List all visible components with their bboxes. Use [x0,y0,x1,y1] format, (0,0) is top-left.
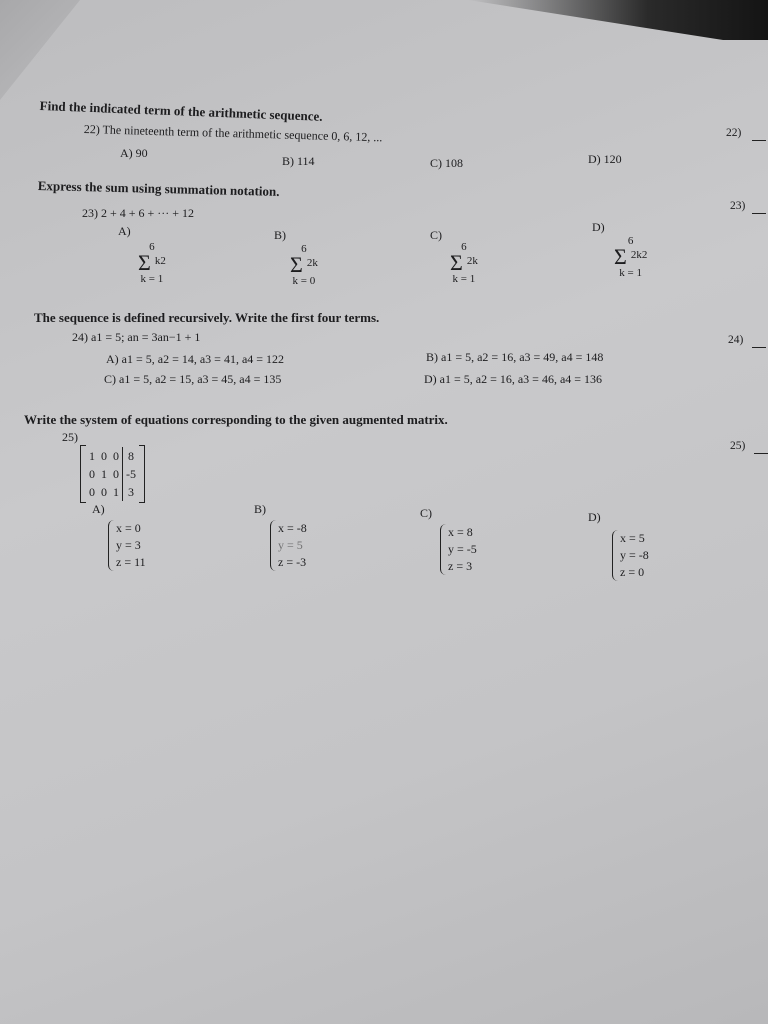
sigma-upper-limit: 6 [461,241,467,253]
sigma-term: 2k [466,255,478,267]
equation: x = 8 [448,525,473,539]
sigma-term: k2 [154,255,166,267]
sigma-lower-limit: k = 1 [452,273,476,285]
section-heading-summation: Express the sum using summation notation. [37,178,280,199]
matrix-cell: 1 [113,485,119,499]
section-heading-indicated-term: Find the indicated term of the arithmetic sequence. [39,98,323,124]
sigma-upper-limit: 6 [301,243,307,255]
sigma-lower-limit: k = 1 [619,267,643,279]
brace-icon [440,524,447,575]
choice-25-c-system [440,524,477,575]
matrix-row [86,465,139,483]
brace-icon [270,520,277,571]
sigma-icon: Σ [450,250,463,275]
choice-25-d-system [612,530,649,581]
question-23-text: 23) 2 + 4 + 6 + ··· + 12 [82,206,195,220]
sigma-icon: Σ [138,250,151,275]
brace-icon [612,530,619,581]
equation: z = 11 [116,555,146,569]
equation: y = 3 [116,538,141,552]
matrix-cell: 0 [89,467,95,481]
matrix-cell: 1 [101,467,107,481]
choice-23-b-label: B) [274,228,286,242]
choice-23-c-summation [450,242,478,285]
choice-25-c-label: C) [420,506,432,520]
equation: z = 0 [620,565,645,579]
answer-blank-24[interactable] [752,347,766,348]
augmented-matrix [86,447,139,501]
choice-22-c: C) 108 [430,156,463,170]
question-22-text: 22) The nineteenth term of the arithmetic sequence 0, 6, 12, ... [83,122,383,145]
choice-23-d-label: D) [592,220,605,234]
answer-blank-23[interactable] [752,213,766,214]
choice-23-b-summation [290,244,318,287]
choice-25-b-system [270,520,307,571]
choice-23-c-label: C) [430,228,442,242]
question-25-label: 25) [62,430,78,444]
sigma-icon: Σ [290,252,303,277]
answer-blank-25[interactable] [754,453,768,454]
question-24-text: 24) a1 = 5; an = 3an−1 + 1 [72,330,201,344]
sigma-lower-limit: k = 0 [292,275,316,287]
sigma-term: 2k2 [630,249,648,261]
sigma-upper-limit: 6 [149,241,155,253]
matrix-bracket-left [80,445,86,503]
choice-23-d-summation [614,236,647,279]
matrix-cell: 0 [89,485,95,499]
equation: x = 5 [620,531,645,545]
answer-blank-22[interactable] [752,140,766,141]
choice-25-d-label: D) [588,510,601,524]
choice-22-d: D) 120 [588,152,622,166]
choice-25-a-system [108,520,146,571]
choice-24-b: B) a1 = 5, a2 = 16, a3 = 49, a4 = 148 [426,350,604,364]
answer-number-23: 23) [730,200,746,212]
matrix-cell: 0 [101,449,107,463]
choice-25-a-label: A) [92,502,105,516]
answer-number-24: 24) [728,334,744,346]
section-heading-augmented-matrix: Write the system of equations corresponding to the given augmented matrix. [24,412,448,427]
equation: z = -3 [278,555,307,569]
matrix-bracket-right [139,445,145,503]
matrix-cell: 3 [123,483,140,501]
equation: x = -8 [278,521,307,535]
sigma-upper-limit: 6 [627,235,634,247]
matrix-cell: 0 [113,449,119,463]
equation: y = 5 [278,538,303,552]
matrix-cell: 8 [123,447,140,465]
equation: x = 0 [116,521,141,535]
matrix-cell: 1 [89,449,95,463]
matrix-table [86,447,139,501]
equation: z = 3 [448,559,473,573]
choice-24-d: D) a1 = 5, a2 = 16, a3 = 46, a4 = 136 [424,372,603,386]
section-heading-recursive: The sequence is defined recursively. Write the first four terms. [34,310,380,325]
matrix-cell: 0 [113,467,119,481]
sigma-term: 2k [306,257,318,269]
choice-23-a-summation [138,242,166,285]
choice-24-c: C) a1 = 5, a2 = 15, a3 = 45, a4 = 135 [104,372,282,386]
choice-25-b-label: B) [254,502,266,516]
matrix-cell: -5 [123,465,140,483]
choice-23-a-label: A) [118,224,131,238]
choice-22-a: A) 90 [120,146,148,160]
equation: y = -8 [620,548,649,562]
matrix-cell: 0 [101,485,107,499]
choice-24-a: A) a1 = 5, a2 = 14, a3 = 41, a4 = 122 [106,352,285,366]
sigma-icon: Σ [614,244,627,269]
choice-22-b: B) 114 [282,154,315,168]
matrix-row [86,483,139,501]
sigma-lower-limit: k = 1 [140,273,164,285]
brace-icon [108,520,115,571]
answer-number-22: 22) [726,127,742,139]
answer-number-25: 25) [730,440,746,452]
equation: y = -5 [448,542,477,556]
matrix-row [86,447,139,465]
